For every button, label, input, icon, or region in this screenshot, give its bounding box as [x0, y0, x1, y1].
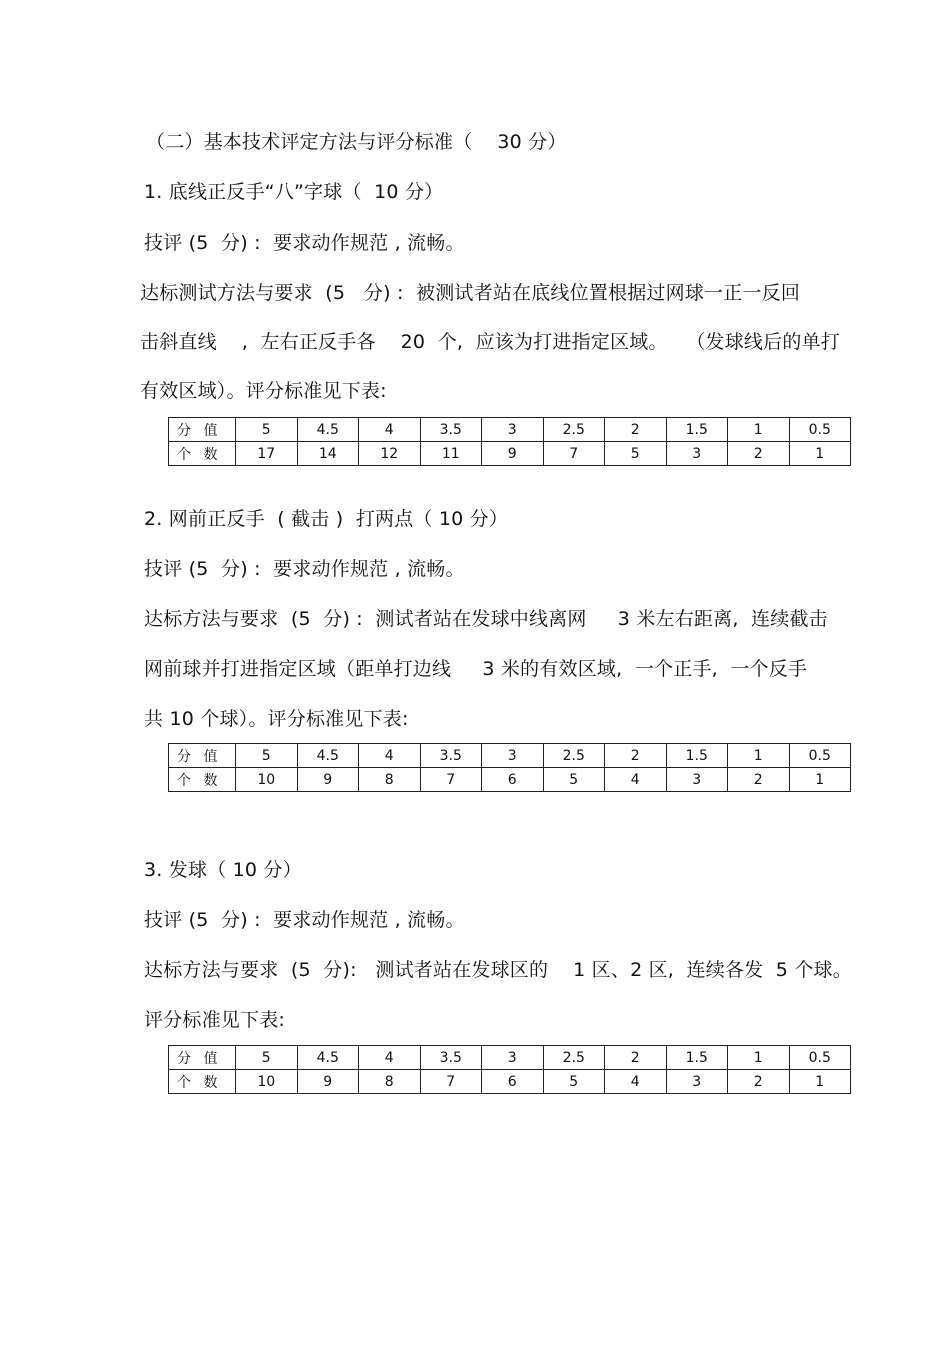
item-2-score-table [168, 743, 851, 792]
score-cell: 2 [605, 1046, 667, 1070]
score-cell: 3 [482, 418, 544, 442]
count-cell: 5 [543, 1070, 605, 1094]
count-cell: 2 [728, 442, 790, 466]
score-cell: 2.5 [543, 1046, 605, 1070]
item-1-score-table [168, 417, 851, 466]
score-cell: 5 [236, 744, 298, 768]
score-cell: 4 [359, 744, 421, 768]
score-cell: 2 [605, 418, 667, 442]
item-1-method-line-1: 达标测试方法与要求 (5 分) : 被测试者站在底线位置根据过网球一正一反回 [140, 282, 801, 304]
count-cell: 11 [420, 442, 482, 466]
count-cell: 4 [605, 768, 667, 792]
count-cell: 7 [420, 1070, 482, 1094]
score-cell: 3 [482, 744, 544, 768]
score-cell: 3.5 [420, 744, 482, 768]
item-2-method-line-3: 共 10 个球）。评分标准见下表: [144, 708, 409, 730]
item-3-method-line-1: 达标方法与要求 (5 分): 测试者站在发球区的 1 区、2 区, 连续各发 5 个球。 [144, 959, 852, 981]
row-label-count: 个 数 [169, 442, 236, 466]
score-cell: 1.5 [666, 744, 728, 768]
score-cell: 0.5 [789, 1046, 851, 1070]
item-1-method-line-3: 有效区域）。评分标准见下表: [140, 380, 387, 402]
score-cell: 4.5 [297, 1046, 359, 1070]
count-cell: 1 [789, 442, 851, 466]
score-cell: 1.5 [666, 1046, 728, 1070]
score-cell: 2.5 [543, 418, 605, 442]
row-label-count: 个 数 [169, 768, 236, 792]
row-label-score: 分 值 [169, 744, 236, 768]
table-row [169, 768, 851, 792]
item-1-technique: 技评 (5 分) : 要求动作规范 , 流畅。 [144, 232, 465, 254]
table-row [169, 1070, 851, 1094]
score-cell: 2.5 [543, 744, 605, 768]
score-cell: 4 [359, 1046, 421, 1070]
table-row [169, 1046, 851, 1070]
score-cell: 4 [359, 418, 421, 442]
count-cell: 3 [666, 768, 728, 792]
count-cell: 8 [359, 768, 421, 792]
count-cell: 9 [297, 1070, 359, 1094]
score-cell: 1.5 [666, 418, 728, 442]
score-cell: 1 [728, 1046, 790, 1070]
score-cell: 1 [728, 418, 790, 442]
row-label-score: 分 值 [169, 1046, 236, 1070]
count-cell: 17 [236, 442, 298, 466]
count-cell: 14 [297, 442, 359, 466]
count-cell: 3 [666, 1070, 728, 1094]
row-label-score: 分 值 [169, 418, 236, 442]
score-cell: 3 [482, 1046, 544, 1070]
item-3-technique: 技评 (5 分) : 要求动作规范 , 流畅。 [144, 909, 465, 931]
item-2-technique: 技评 (5 分) : 要求动作规范 , 流畅。 [144, 558, 465, 580]
score-cell: 1 [728, 744, 790, 768]
count-cell: 10 [236, 1070, 298, 1094]
table-row [169, 418, 851, 442]
item-3-method-line-2: 评分标准见下表: [144, 1009, 286, 1031]
score-cell: 4.5 [297, 418, 359, 442]
count-cell: 12 [359, 442, 421, 466]
score-cell: 5 [236, 418, 298, 442]
count-cell: 2 [728, 1070, 790, 1094]
section-title: （二）基本技术评定方法与评分标准（ 30 分） [146, 131, 567, 153]
row-label-count: 个 数 [169, 1070, 236, 1094]
item-1-heading: 1. 底线正反手“八”字球（ 10 分） [144, 181, 444, 203]
count-cell: 9 [482, 442, 544, 466]
score-cell: 5 [236, 1046, 298, 1070]
count-cell: 1 [789, 1070, 851, 1094]
count-cell: 6 [482, 1070, 544, 1094]
count-cell: 6 [482, 768, 544, 792]
item-2-method-line-1: 达标方法与要求 (5 分) : 测试者站在发球中线离网 3 米左右距离, 连续截击 [144, 608, 828, 630]
score-cell: 4.5 [297, 744, 359, 768]
score-cell: 3.5 [420, 1046, 482, 1070]
count-cell: 2 [728, 768, 790, 792]
score-cell: 0.5 [789, 418, 851, 442]
score-cell: 0.5 [789, 744, 851, 768]
item-2-method-line-2: 网前球并打进指定区域（距单打边线 3 米的有效区域, 一个正手, 一个反手 [144, 658, 808, 680]
table-row [169, 744, 851, 768]
count-cell: 5 [605, 442, 667, 466]
score-cell: 2 [605, 744, 667, 768]
count-cell: 10 [236, 768, 298, 792]
count-cell: 5 [543, 768, 605, 792]
count-cell: 7 [420, 768, 482, 792]
score-cell: 3.5 [420, 418, 482, 442]
item-1-method-line-2: 击斜直线 , 左右正反手各 20 个, 应该为打进指定区域。 （发球线后的单打 [140, 331, 840, 353]
item-3-score-table [168, 1045, 851, 1094]
count-cell: 4 [605, 1070, 667, 1094]
table-row [169, 442, 851, 466]
count-cell: 8 [359, 1070, 421, 1094]
count-cell: 3 [666, 442, 728, 466]
count-cell: 9 [297, 768, 359, 792]
count-cell: 7 [543, 442, 605, 466]
count-cell: 1 [789, 768, 851, 792]
item-3-heading: 3. 发球（ 10 分） [144, 859, 302, 881]
item-2-heading: 2. 网前正反手 ( 截击 ) 打两点（ 10 分） [144, 508, 509, 530]
